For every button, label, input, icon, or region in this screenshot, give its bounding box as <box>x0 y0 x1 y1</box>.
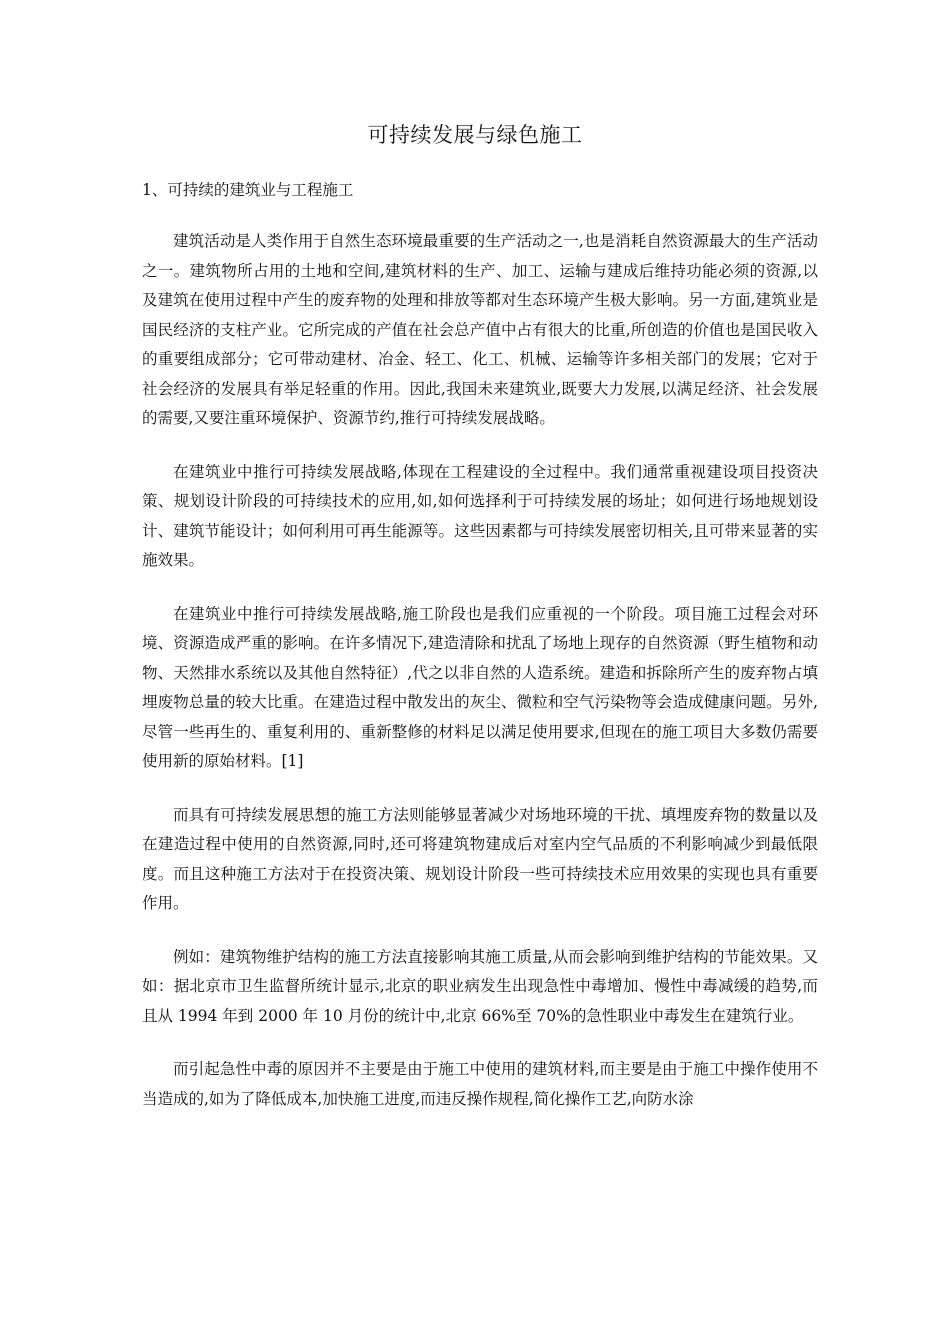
document-title: 可持续发展与绿色施工 <box>367 123 583 147</box>
paragraph: 而具有可持续发展思想的施工方法则能够显著减少对场地环境的干扰、填埋废弃物的数量以及在建造过程中使用的自然资源,同时,还可将建筑物建成后对室内空气品质的不利影响减少到最低限度。而且这种施工方法对于在投资决策、规划设计阶段一些可持续技术应用效果的实现也具有重要作用。 <box>142 805 818 912</box>
paragraph: 建筑活动是人类作用于自然生态环境最重要的生产活动之一,也是消耗自然资源最大的生产活动之一。建筑物所占用的土地和空间,建筑材料的生产、加工、运输与建成后维持功能必须的资源,以及建筑在使用过程中产生的废弃物的处理和排放等都对生态环境产生极大影响。另一方面,建筑业是国民经济的支柱产业。它所完成的产值在社会总产值中占有很大的比重,所创造的价值也是国民收入的重要组成部分；它可带动建材、冶金、轻工、化工、机械、运输等许多相关部门的发展；它对于社会经济的发展具有举足轻重的作用。因此,我国未来建筑业,既要大力发展,以满足经济、社会发展的需要,又要注重环境保护、资源节约,推行可持续发展战略。 <box>142 232 818 427</box>
paragraph: 在建筑业中推行可持续发展战略,体现在工程建设的全过程中。我们通常重视建设项目投资决策、规划设计阶段的可持续技术的应用,如,如何选择利于可持续发展的场址；如何进行场地规划设计、建筑节能设计；如何利用可再生能源等。这些因素都与可持续发展密切相关,且可带来显著的实施效果。 <box>142 462 818 569</box>
paragraph: 而引起急性中毒的原因并不主要是由于施工中使用的建筑材料,而主要是由于施工中操作使用不当造成的,如为了降低成本,加快施工进度,而违反操作规程,简化操作工艺,向防水涂 <box>142 1060 818 1108</box>
section-heading: 1、可持续的建筑业与工程施工 <box>142 181 354 199</box>
paragraph: 在建筑业中推行可持续发展战略,施工阶段也是我们应重视的一个阶段。项目施工过程会对环境、资源造成严重的影响。在许多情况下,建造清除和扰乱了场地上现存的自然资源（野生植物和动物、天然排水系统以及其他自然特征）,代之以非自然的人造系统。建造和拆除所产生的废弃物占填埋废物总量的较大比重。在建造过程中散发出的灰尘、微粒和空气污染物等会造成健康问题。另外,尽管一些再生的、重复利用的、重新整修的材料足以满足使用要求,但现在的施工项目大多数仍需要使用新的原始材料。[1] <box>142 604 818 770</box>
document-body <box>142 227 818 1138</box>
paragraph: 例如：建筑物维护结构的施工方法直接影响其施工质量,从而会影响到维护结构的节能效果。又如：据北京市卫生监督所统计显示,北京的职业病发生出现急性中毒增加、慢性中毒减缓的趋势,而且从 1994 年到 2000 年 10 月份的统计中,北京 66%至 70%的急性职业中毒发生在建筑行业。 <box>142 947 818 1025</box>
